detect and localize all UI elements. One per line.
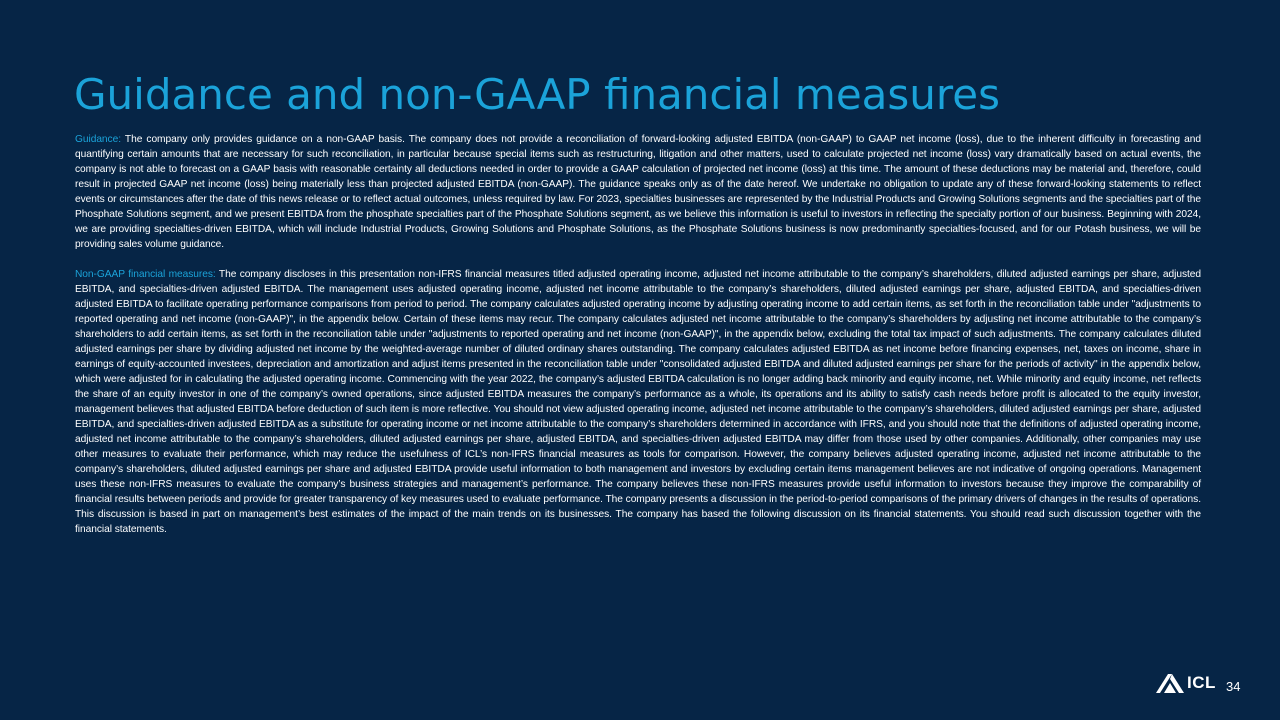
guidance-text: The company only provides guidance on a non-GAAP basis. The company does not provide a reconciliation of forward-looking adjusted EBITDA (non-GAAP) to GAAP net income (loss), due to the inherent difficulty in forecasting and quantifying certain amounts that are necessary for such reconciliation, in particular because special items such as restructuring, litigation and other matters, used to calculate projected net income (loss) vary dramatically based on actual events, the company is not able to forecast on a GAAP basis with reasonable certainty all deductions needed in order to provide a GAAP calculation of projected net income (loss) at this time. The amount of these deductions may be material and, therefore, could result in projected GAAP net income (loss) being materially less than projected adjusted EBITDA (non-GAAP). The guidance speaks only as of the date hereof. We undertake no obligation to update any of these forward-looking statements to reflect events or circumstances after the date of this news release or to reflect actual outcomes, unless required by law. For 2023, specialties businesses are represented by the Industrial Products and Growing Solutions segments and the specialties part of the Phosphate Solutions segment, and we present EBITDA from the phosphate specialties part of the Phosphate Solutions segment, as we believe this information is useful to investors in reflecting the specialty portion of our business. Beginning with 2024, we are providing specialties-driven EBITDA, which will include Industrial Products, Growing Solutions and Phosphate Solutions, as the Phosphate Solutions business is now predominantly specialties-focused, and for our Potash business, we will be providing sales volume guidance. bbox=[75, 134, 1201, 250]
slide-title: Guidance and non-GAAP financial measures bbox=[74, 70, 1000, 119]
icl-logo bbox=[1155, 672, 1216, 694]
page-number: 34 bbox=[1226, 679, 1241, 694]
logo-text: ICL bbox=[1187, 673, 1216, 692]
non-gaap-text: The company discloses in this presentation non-IFRS financial measures titled adjusted operating income, adjusted net income attributable to the company’s shareholders, diluted adjusted earnings per share, adjusted EBITDA, and specialties-driven adjusted EBITDA. The management uses adjusted operating income, adjusted net income attributable to the company’s shareholders, diluted adjusted earnings per share, adjusted EBITDA, and specialties-driven adjusted EBITDA to facilitate operating performance comparisons from period to period. The company calculates adjusted operating income by adjusting operating income to add certain items, as set forth in the reconciliation table under "adjustments to reported operating and net income (non-GAAP)", in the appendix below. Certain of these items may recur. The company calculates adjusted net income attributable to the company’s shareholders by adjusting net income attributable to the company’s shareholders to add certain items, as set forth in the reconciliation table under "adjustments to reported operating and net income (non-GAAP)", in the appendix below, excluding the total tax impact of such adjustments. The company calculates diluted adjusted earnings per share by dividing adjusted net income by the weighted-average number of diluted ordinary shares outstanding. The company calculates adjusted EBITDA as net income before financing expenses, net, taxes on income, share in earnings of equity-accounted investees, depreciation and amortization and adjust items presented in the reconciliation table under "consolidated adjusted EBITDA and diluted adjusted earnings per share for the periods of activity" in the appendix below, which were adjusted for in calculating the adjusted operating income. Commencing with the year 2022, the company’s adjusted EBITDA calculation is no longer adding back minority and equity income, net. While minority and equity income, net reflects the share of an equity investor in one of the company’s owned operations, since adjusted EBITDA measures the company’s performance as a whole, its operations and its ability to satisfy cash needs before profit is allocated to the equity investor, management believes that adjusted EBITDA before deduction of such item is more reflective. You should not view adjusted operating income, adjusted net income attributable to the company’s shareholders, diluted adjusted earnings per share, adjusted EBITDA, and specialties-driven adjusted EBITDA as a substitute for operating income or net income attributable to the company’s shareholders determined in accordance with IFRS, and you should note that the definitions of adjusted operating income, adjusted net income attributable to the company’s shareholders, diluted adjusted earnings per share, adjusted EBITDA, and specialties-driven adjusted EBITDA may differ from those used by other companies. Additionally, other companies may use other measures to evaluate their performance, which may reduce the usefulness of ICL’s non-IFRS financial measures as tools for comparison. However, the company believes adjusted operating income, adjusted net income attributable to the company’s shareholders, diluted adjusted earnings per share and adjusted EBITDA provide useful information to both management and investors by excluding certain items management believes are not indicative of ongoing operations. Management uses these non-IFRS measures to evaluate the company’s business strategies and management’s performance. The company believes these non-IFRS measures provide useful information to investors because they improve the comparability of financial results between periods and provide for greater transparency of key measures used to evaluate performance. The company presents a discussion in the period-to-period comparisons of the primary drivers of changes in the results of operations. This discussion is based in part on management’s best estimates of the impact of the main trends on its businesses. The company has based the following discussion on its financial statements. You should read such discussion together with the financial statements. bbox=[75, 269, 1201, 535]
guidance-paragraph bbox=[75, 132, 1201, 252]
icl-triangle-logo-icon bbox=[1155, 672, 1185, 694]
non-gaap-lead-label: Non-GAAP financial measures: bbox=[75, 269, 216, 280]
body-text bbox=[75, 132, 1201, 537]
non-gaap-paragraph bbox=[75, 267, 1201, 537]
guidance-lead-label: Guidance: bbox=[75, 134, 121, 145]
